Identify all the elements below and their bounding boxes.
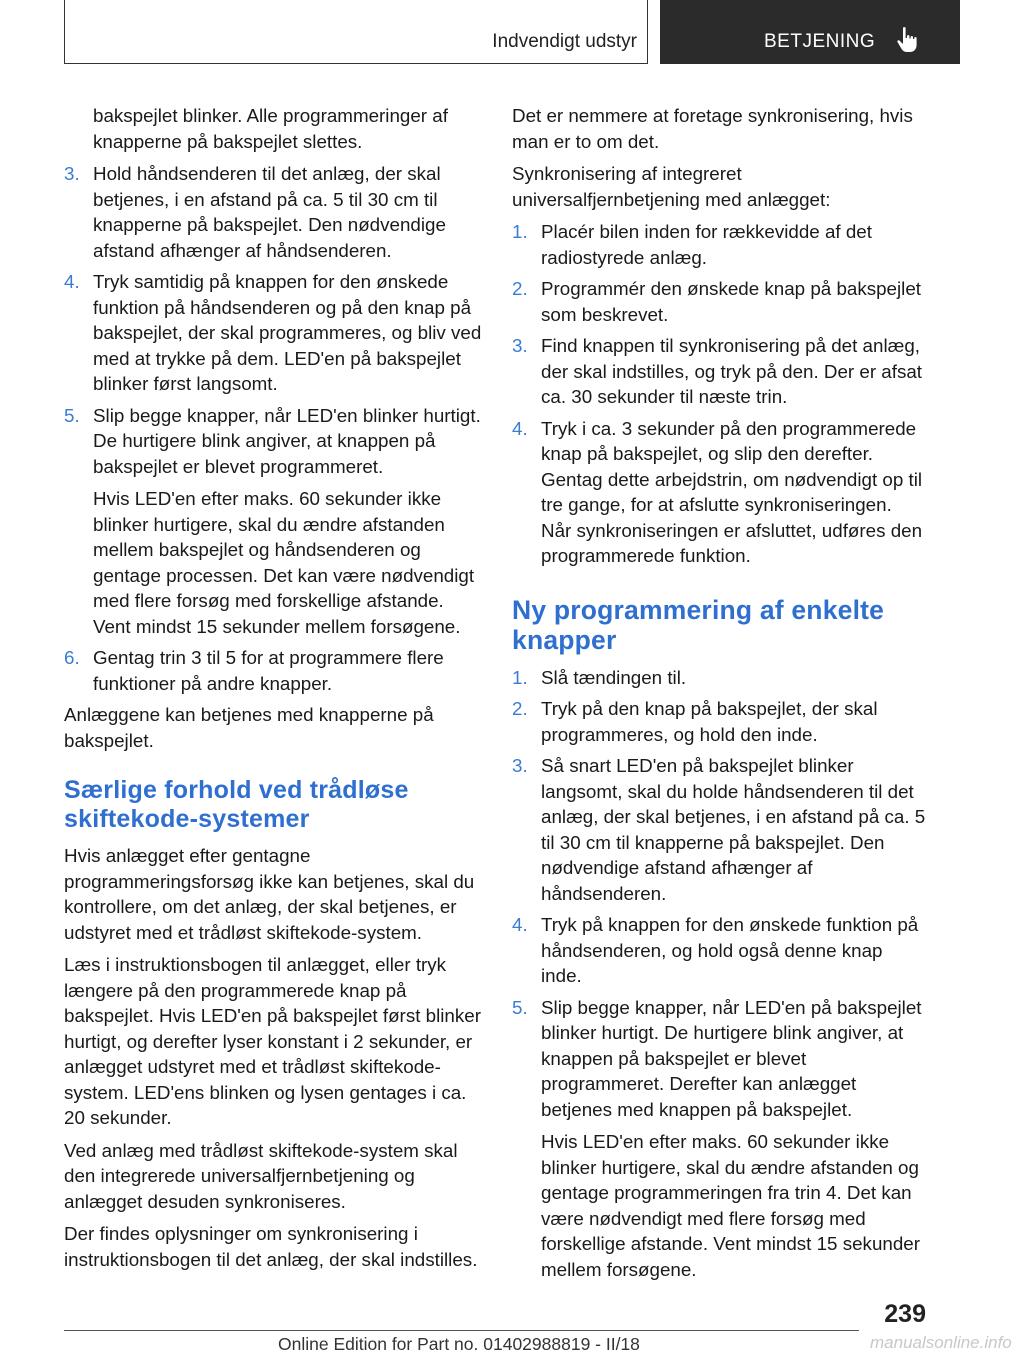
continued-paragraph: bakspejlet blinker. Alle programmeringer af knapperne på bakspejlet slettes.: [93, 105, 448, 152]
list-item: [512, 696, 926, 747]
list-item: [512, 912, 926, 989]
step-text: Tryk samtidig på knappen for den ønskede funktion på håndsenderen og på den knap på bakspejlet, der skal programmeres, og bliv ved med at trykke på dem. LED'en på bakspejlet blinker først langsomt.: [93, 271, 482, 394]
paragraph: Hvis anlægget efter gentagne programmeringsforsøg ikke kan betjenes, skal du kontrollere, om det anlæg, der skal betjenes, er udstyret med et trådløst skiftekode-system.: [64, 845, 475, 943]
step-number: 5.: [64, 404, 80, 426]
list-item: [512, 753, 926, 906]
list-item: [512, 416, 926, 569]
step-text: Slå tændingen til.: [541, 666, 687, 688]
footer-watermark: manualsonline.info: [870, 1333, 1012, 1352]
list-item: [512, 665, 926, 691]
step-text: Slip begge knapper, når LED'en på bakspejlet blinker hurtigt. De hurtigere blink angiver, at knappen på bakspejlet er blevet programmeret. Derefter kan anlægget betjenes med knappen på bakspejlet.: [541, 996, 922, 1120]
step-number: 4.: [64, 271, 80, 292]
section-title: Indvendigt udstyr: [492, 31, 637, 52]
step-text: Hold håndsenderen til det anlæg, der skal betjenes, i en afstand på ca. 5 til 30 cm til knapperne på bakspejlet. Den nødvendige afstand afhænger af håndsenderen.: [93, 163, 446, 261]
step-number: 6.: [64, 647, 80, 668]
paragraph: Det er nemmere at foretage synkronisering, hvis man er to om det.: [512, 105, 913, 152]
section-tab: [64, 0, 648, 64]
footer-edition: Online Edition for Part no. 01402988819 - II/18: [278, 1334, 640, 1354]
sync-steps: [512, 219, 926, 569]
paragraph: Læs i instruktionsbogen til anlægget, eller tryk længere på den programmerede knap på bakspejlet. Hvis LED'en på bakspejlet først blinker hurtigt, og derefter lyser konstant i 2 sekunder, er anlægget udstyret med et trådløst skiftekode-system. LED'ens blinken og lysen gentages i ca. 20 sekunder.: [64, 954, 481, 1128]
step-text: Programmér den ønskede knap på bakspejlet som beskrevet.: [541, 278, 922, 325]
step-number: 3.: [512, 755, 528, 776]
section-heading: Særlige forhold ved trådløse skiftekode-systemer: [64, 776, 409, 833]
list-item: [64, 161, 484, 263]
list-item: [512, 333, 926, 410]
step-number: 4.: [512, 914, 528, 935]
step-text: Tryk i ca. 3 sekunder på den programmerede knap på bakspejlet, og slip den derefter. Gentag dette arbejdstrin, om nødvendigt op til tre gange, for at afslutte synkroniseringen. Når synkroniseringen er afsluttet, udføres den programmerede funktion.: [541, 417, 923, 566]
step-note: Hvis LED'en efter maks. 60 sekunder ikke blinker hurtigere, skal du ændre afstanden og gentage programmeringen fra trin 4. Det kan være nødvendigt med flere forsøg med forskellige afstande. Vent mindst 15 sekunder mellem forsøgene.: [541, 1131, 920, 1280]
chapter-tab: [660, 0, 960, 64]
step-number: 3.: [512, 335, 528, 356]
section-heading: Ny programmering af enkelte knapper: [512, 594, 885, 655]
step-text: Slip begge knapper, når LED'en blinker hurtigt. De hurtigere blink angiver, at knappen på bakspejlet er blevet programmeret.: [93, 404, 481, 477]
step-number: 4.: [512, 417, 528, 439]
paragraph: Synkronisering af integreret universalfjernbetjening med anlægget:: [512, 163, 831, 210]
step-note: Hvis LED'en efter maks. 60 sekunder ikke blinker hurtigere, skal du ændre afstanden mellem bakspejlet og håndsenderen og gentage processen. Det kan være nødvendigt med flere forsøg med forskellige afstande. Vent mindst 15 sekunder mellem forsøgene.: [93, 488, 475, 637]
footer-divider: [64, 1330, 859, 1331]
step-text: Tryk på den knap på bakspejlet, der skal programmeres, og hold den inde.: [541, 698, 878, 745]
page-header: [64, 0, 960, 66]
step-text: Gentag trin 3 til 5 for at programmere flere funktioner på andre knapper.: [93, 647, 444, 694]
paragraph: Ved anlæg med trådløst skiftekode-system skal den integrerede universalfjernbetjening og anlægget desuden synkroniseres.: [64, 1139, 458, 1212]
list-item: [512, 276, 926, 327]
step-text: Så snart LED'en på bakspejlet blinker langsomt, skal du holde håndsenderen til det anlæg, der skal betjenes, i en afstand på ca. 5 til 30 cm til knapperne på bakspejlet. Den nødvendige afstand afhænger af håndsenderen.: [541, 755, 926, 904]
step-text: Tryk på knappen for den ønskede funktion på håndsenderen, og hold også denne knap inde.: [541, 914, 919, 986]
step-number: 1.: [512, 221, 528, 242]
list-item: [64, 269, 484, 397]
step-number: 1.: [512, 666, 528, 688]
step-number: 5.: [512, 996, 528, 1018]
step-number: 3.: [64, 163, 80, 184]
step-number: 2.: [512, 278, 528, 299]
page-number: 239: [884, 1300, 926, 1328]
chapter-title: BETJENING: [764, 31, 876, 52]
right-column: [512, 103, 926, 1288]
list-item: [512, 219, 926, 270]
programming-steps: [64, 161, 484, 696]
paragraph: Anlæggene kan betjenes med knapperne på bakspejlet.: [64, 704, 434, 751]
step-number: 2.: [512, 698, 528, 719]
paragraph: Der findes oplysninger om synkronisering i instruktionsbogen til det anlæg, der skal indstilles.: [64, 1223, 478, 1270]
step-text: Placér bilen inden for rækkevidde af det radiostyrede anlæg.: [541, 221, 872, 268]
list-item: [512, 995, 926, 1283]
step-text: Find knappen til synkronisering på det anlæg, der skal indstilles, og tryk på den. Der er afsat ca. 30 sekunder til næste trin.: [541, 335, 923, 407]
reprogramming-steps: [512, 665, 926, 1283]
list-item: [64, 403, 484, 640]
pointing-hand-icon: [896, 26, 922, 54]
list-item: [64, 645, 484, 696]
left-column: [64, 103, 484, 1279]
